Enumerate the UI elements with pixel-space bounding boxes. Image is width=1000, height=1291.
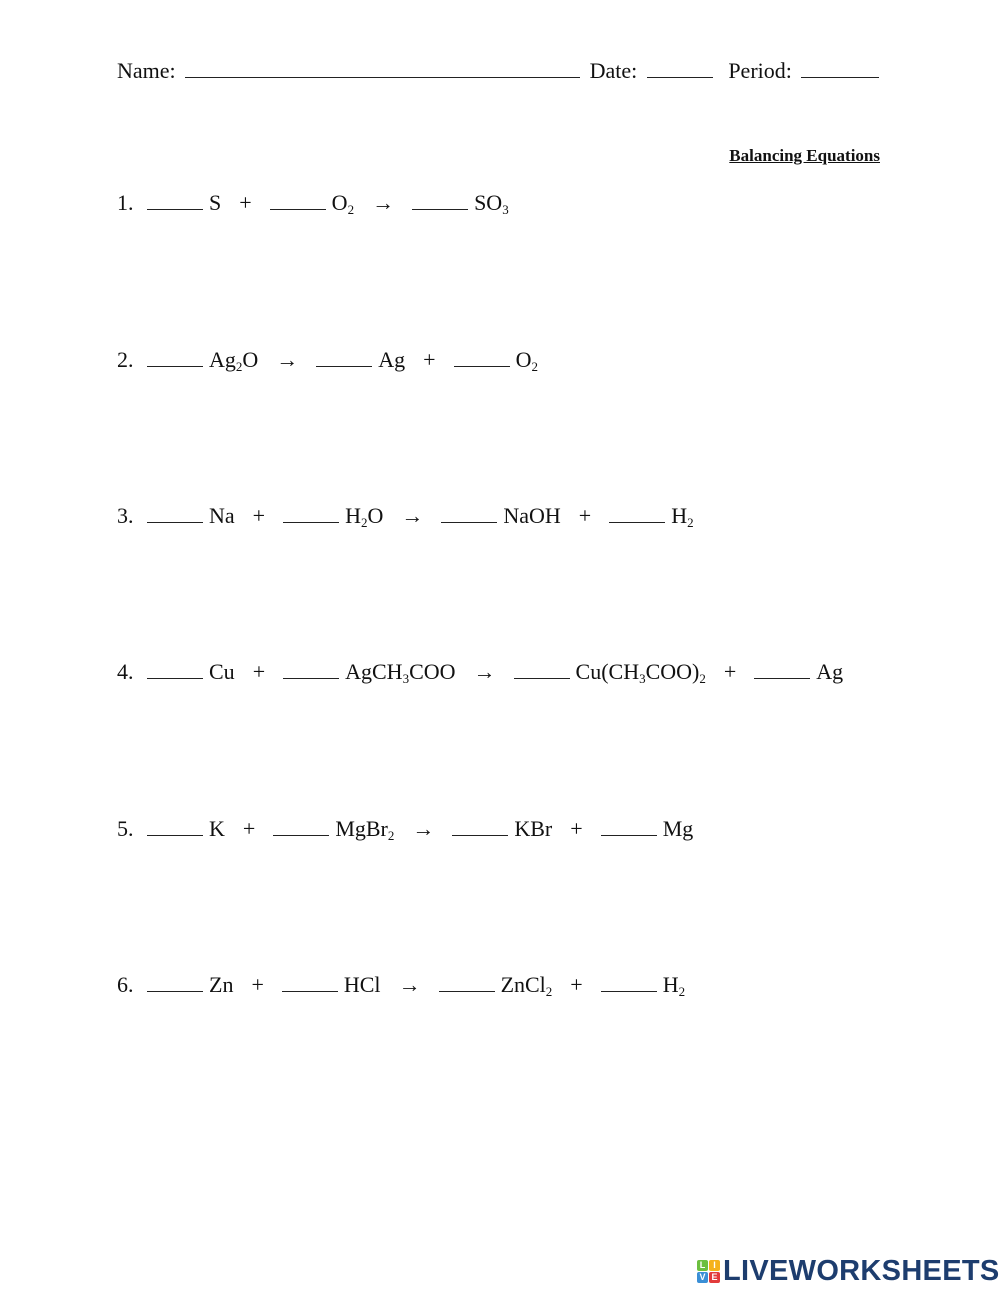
chemical-species: $O_2$ xyxy=(515,347,538,374)
equation-3 xyxy=(117,503,694,529)
chemical-species: Ag xyxy=(378,347,406,372)
coefficient-blank[interactable] xyxy=(452,817,508,836)
coefficient-blank[interactable] xyxy=(316,348,372,367)
coefficient-blank[interactable] xyxy=(441,504,497,523)
chemical-species: Zn xyxy=(209,972,234,997)
equation-number: 3. xyxy=(117,503,134,528)
coefficient-blank[interactable] xyxy=(147,817,203,836)
logo-text: LIVEWORKSHEETS xyxy=(723,1255,1000,1287)
coefficient-blank[interactable] xyxy=(147,348,203,367)
coefficient-blank[interactable] xyxy=(601,973,657,992)
chemical-species: Na xyxy=(209,503,235,528)
chemical-species: $Ag_2O$ xyxy=(209,347,259,374)
coefficient-blank[interactable] xyxy=(283,504,339,523)
plus-sign: + xyxy=(252,659,266,684)
coefficient-blank[interactable] xyxy=(147,191,203,210)
worksheet-title: Balancing Equations xyxy=(729,146,880,165)
plus-sign: + xyxy=(239,190,252,215)
coefficient-blank[interactable] xyxy=(283,660,339,679)
name-field[interactable] xyxy=(185,59,580,78)
reaction-arrow-icon: → xyxy=(473,659,496,684)
chemical-species: $O_2$ xyxy=(331,190,355,217)
coefficient-blank[interactable] xyxy=(412,191,468,210)
date-field[interactable] xyxy=(647,59,713,78)
chemical-species: $H_2$ xyxy=(671,503,694,530)
chemical-species: $Cu(CH_3COO)_2$ xyxy=(575,659,706,686)
chemical-species: NaOH xyxy=(503,503,561,528)
chemical-species: $H_2O$ xyxy=(345,503,384,530)
logo-tile: I xyxy=(709,1260,720,1271)
reaction-arrow-icon: → xyxy=(398,972,421,997)
equation-number: 5. xyxy=(117,816,134,841)
equation-2 xyxy=(117,347,538,373)
chemical-species: MgBr$_2$ xyxy=(335,816,395,843)
equation-number: 2. xyxy=(117,347,134,372)
period-label: Period: xyxy=(728,58,792,83)
reaction-arrow-icon: → xyxy=(401,503,424,528)
live-tiles-icon xyxy=(697,1260,720,1283)
chemical-species: HCl xyxy=(343,972,381,997)
period-field[interactable] xyxy=(801,59,879,78)
coefficient-blank[interactable] xyxy=(270,191,326,210)
liveworksheets-logo xyxy=(697,1255,1000,1288)
chemical-species: ZnCl$_2$ xyxy=(500,972,553,999)
logo-tile: L xyxy=(697,1260,708,1271)
plus-sign: + xyxy=(242,816,256,841)
chemical-species: Cu xyxy=(209,659,235,684)
chemical-species: S xyxy=(209,190,222,215)
logo-tile: E xyxy=(709,1272,720,1283)
coefficient-blank[interactable] xyxy=(754,660,810,679)
chemical-species: AgCH$_3$COO xyxy=(345,659,456,686)
equation-6 xyxy=(117,972,685,998)
equation-number: 1. xyxy=(117,190,134,215)
plus-sign: + xyxy=(570,972,583,997)
chemical-species: $SO_3$ xyxy=(474,190,509,217)
coefficient-blank[interactable] xyxy=(147,504,203,523)
plus-sign: + xyxy=(723,659,737,684)
plus-sign: + xyxy=(578,503,592,528)
coefficient-blank[interactable] xyxy=(601,817,657,836)
chemical-species: K xyxy=(209,816,225,841)
coefficient-blank[interactable] xyxy=(273,817,329,836)
coefficient-blank[interactable] xyxy=(609,504,665,523)
chemical-species: $H_2$ xyxy=(662,972,686,999)
equation-number: 6. xyxy=(117,972,134,997)
coefficient-blank[interactable] xyxy=(454,348,510,367)
coefficient-blank[interactable] xyxy=(439,973,495,992)
reaction-arrow-icon: → xyxy=(276,347,299,372)
reaction-arrow-icon: → xyxy=(412,816,435,841)
date-label: Date: xyxy=(589,58,638,83)
coefficient-blank[interactable] xyxy=(282,973,338,992)
plus-sign: + xyxy=(251,972,264,997)
coefficient-blank[interactable] xyxy=(147,660,203,679)
reaction-arrow-icon: → xyxy=(372,190,395,215)
student-info-line xyxy=(117,58,883,84)
chemical-species: Ag xyxy=(816,659,844,684)
coefficient-blank[interactable] xyxy=(147,973,203,992)
equation-5 xyxy=(117,816,693,842)
equation-number: 4. xyxy=(117,659,134,684)
plus-sign: + xyxy=(570,816,583,841)
chemical-species: Mg xyxy=(662,816,694,841)
equation-4 xyxy=(117,659,843,685)
coefficient-blank[interactable] xyxy=(514,660,570,679)
plus-sign: + xyxy=(423,347,436,372)
plus-sign: + xyxy=(252,503,266,528)
logo-tile: V xyxy=(697,1272,708,1283)
chemical-species: KBr xyxy=(514,816,553,841)
equation-1 xyxy=(117,190,509,216)
name-label: Name: xyxy=(117,58,176,83)
